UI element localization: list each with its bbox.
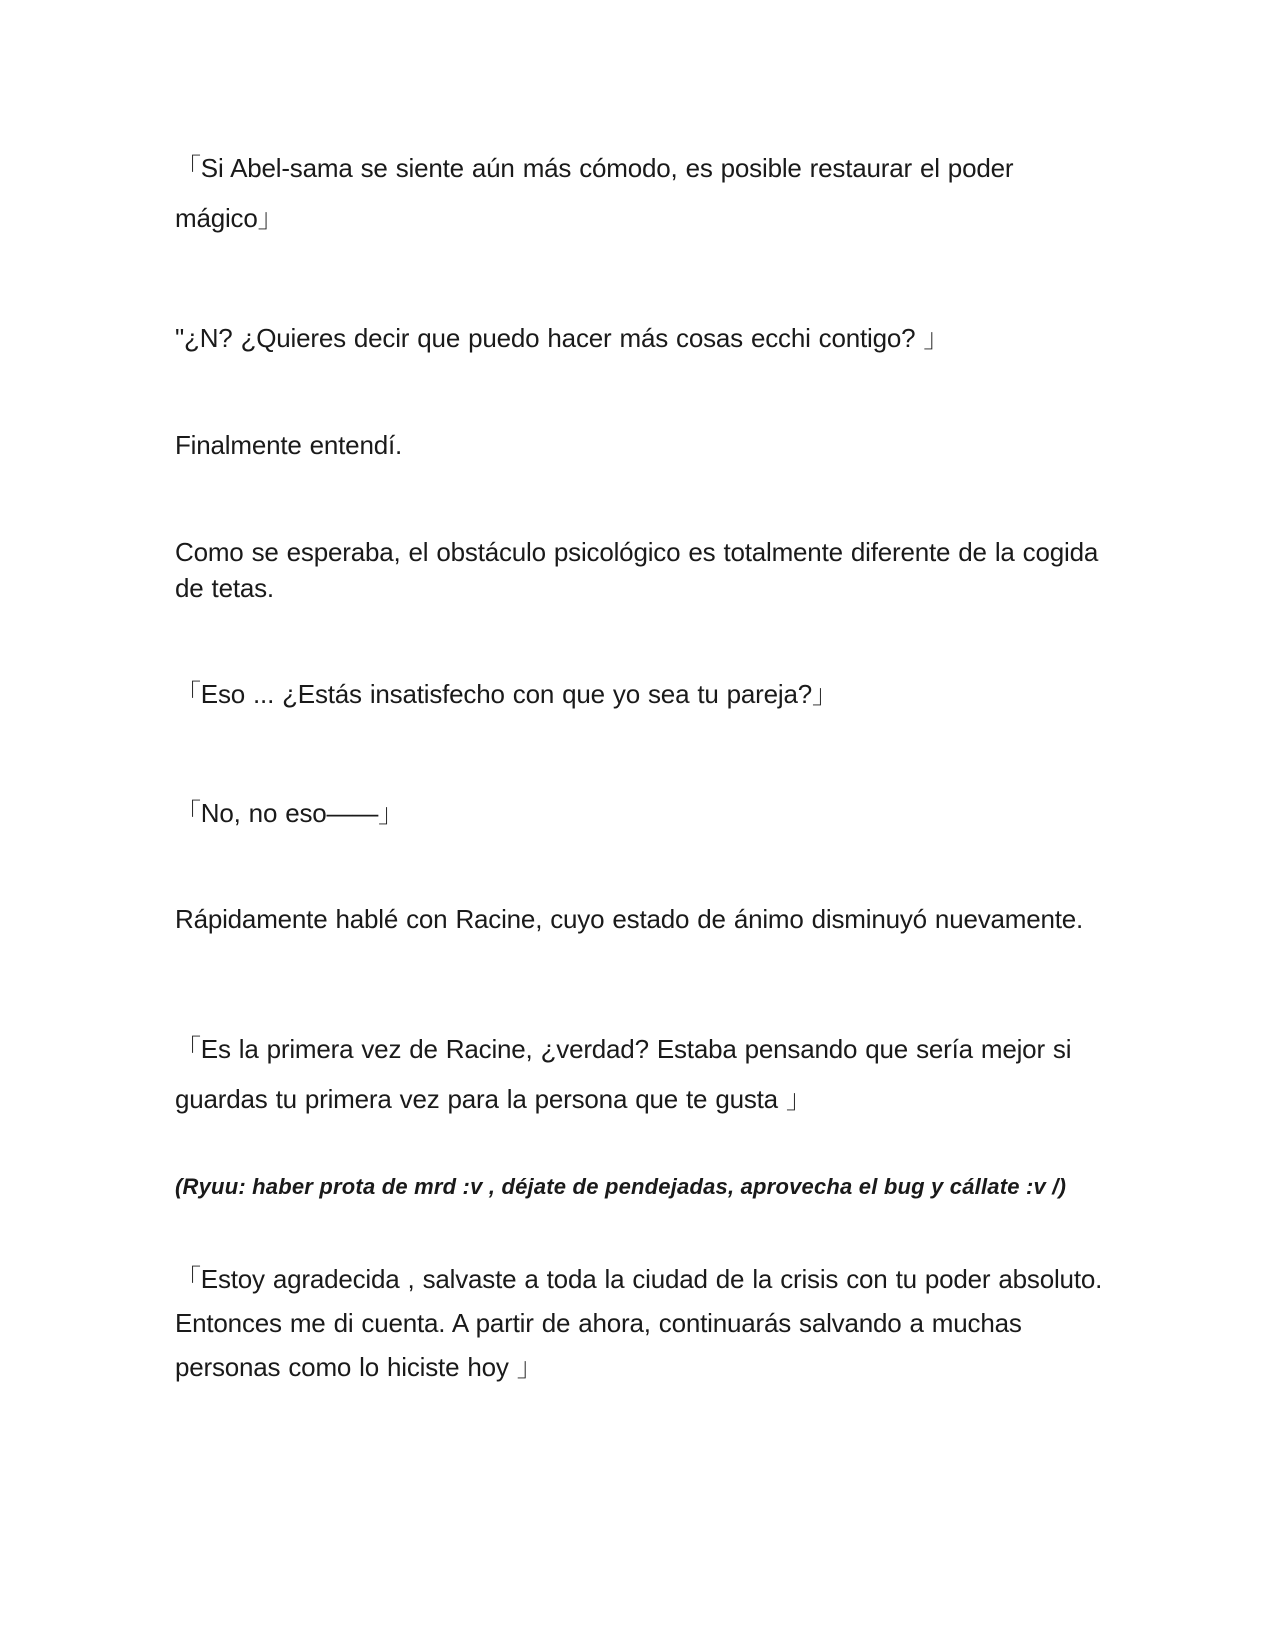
paragraph-2: "¿N? ¿Quieres decir que puedo hacer más cosas ecchi contigo? 」 bbox=[175, 323, 950, 353]
paragraph-8: 「Es la primera vez de Racine, ¿verdad? Estaba pensando que sería mejor si guardas tu primera vez para la persona que te gusta 」 bbox=[175, 1034, 1072, 1114]
paragraph-6: 「No, no eso——」 bbox=[175, 798, 404, 828]
paragraph-7: Rápidamente hablé con Racine, cuyo estado de ánimo disminuyó nuevamente. bbox=[175, 904, 1084, 934]
paragraph-5: 「Eso ... ¿Estás insatisfecho con que yo sea tu pareja?」 bbox=[175, 679, 838, 709]
translator-note: (Ryuu: haber prota de mrd :v , déjate de pendejadas, aprovecha el bug y cállate :v /) bbox=[175, 1174, 1067, 1199]
paragraph-1: 「Si Abel-sama se siente aún más cómodo, es posible restaurar el poder mágico」 bbox=[175, 153, 1014, 233]
paragraph-4: Como se esperaba, el obstáculo psicológico es totalmente diferente de la cogida de tetas. bbox=[175, 537, 1099, 603]
paragraph-9: 「Estoy agradecida , salvaste a toda la ciudad de la crisis con tu poder absoluto. Entonces me di cuenta. A partir de ahora, continuarás salvando a muchas personas como lo hiciste hoy 」 bbox=[175, 1264, 1103, 1382]
paragraph-3: Finalmente entendí. bbox=[175, 430, 403, 460]
